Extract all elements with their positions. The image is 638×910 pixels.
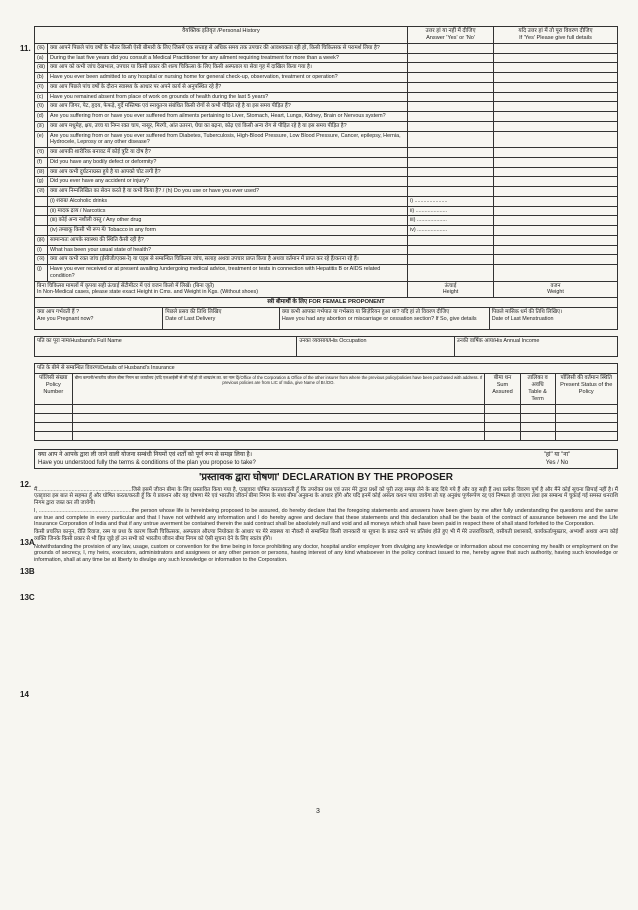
details-cell[interactable] [494, 255, 618, 265]
height-weight-table [34, 281, 618, 299]
answer-cell[interactable] [408, 265, 494, 282]
question-row [35, 265, 618, 282]
last-menstruation-field[interactable] [489, 308, 617, 330]
question-letter: (ग) [35, 82, 48, 92]
details-cell[interactable] [494, 167, 618, 177]
declaration-para-hi: मैं...............................................................जिसे इसमें जीवन बीमा के लिए प्रस्तावित किया गया है, एतद्द्वारा घोषित करता/करती हूँ कि उपरोक्त प्रश्न एवं उत्तर मेरे द्वारा प्रश्नों को पूरी तरह समझ लेने के बाद दिये गये हैं और वह सही हैं तथा प्रत्येक विवरण पूर्ण है और मैंने कोई सूचना छिपाई नहीं है। मैं एतद्द्वारा इस बात से सहमत हूँ और घोषित करता/करती हूँ कि ये प्रकथन और यह घोषणा मेरे एवं भारतीय जीवन बीमा निगम के मध्य बीमा अनुबन्ध के आधार होंगे और यदि इनमें कोई असत्य कथन पाया जायेगा तो यह अनुबंध पूर्णरूपेण रद्द एवं निष्फल हो जाएगा तथा इस सम्बन्ध में चुकाई गई समस्त धनराशि निगम द्वारा जब्त कर ली जायेगी। [34, 486, 618, 507]
answer-cell[interactable] [408, 235, 494, 245]
question-letter: (e) [35, 131, 48, 148]
answer-cell[interactable] [408, 53, 494, 63]
last-delivery-label-en: Date of Last Delivery [165, 316, 216, 323]
substance-label: (i) शराब/ Alcoholic drinks [48, 196, 408, 206]
details-header-hi: यदि उत्तर हां में तो पूरा विवरण दीजिए [518, 28, 593, 34]
question-text: Did you ever have any accident or injury? [48, 177, 408, 187]
insurance-cell[interactable] [72, 414, 485, 423]
question-letter: (झ) [35, 235, 48, 245]
hw-question-hi: बिना चिकित्सा मामलों में कृपया सही ऊंचाई सेंटीमीटर में एवं वजन किलो में लिखें। (बिना जूते) [37, 282, 215, 289]
substance-answer[interactable]: i) ...................... [408, 196, 494, 206]
insurance-cell[interactable] [72, 405, 485, 414]
insurance-col-header [520, 374, 555, 405]
question-letter: (i) [35, 245, 48, 255]
details-cell[interactable] [494, 265, 618, 282]
husband-occupation-field[interactable]: उनका व्यवसाय/His Occupation [297, 337, 454, 357]
question-text: क्या आप कभी रक्त जांच (ईसीजी/एक्स-रे) या एड्स से सम्बन्धित चिकित्सा जांच, सलाह अथवा उपचार प्राप्त किया है अथवा वर्तमान में प्राप्त कर रहे हैं/करना रहे हैं। [48, 255, 408, 265]
insurance-cell[interactable] [520, 423, 555, 432]
question-row [35, 63, 618, 73]
height-label-en: Height [442, 289, 459, 296]
substance-row [35, 226, 618, 236]
details-cell[interactable] [494, 187, 618, 197]
insurance-cell[interactable] [485, 432, 520, 441]
question-row [35, 157, 618, 167]
substance-row [35, 206, 618, 216]
substance-label: (ii) मादक द्रव्य / Narcotics [48, 206, 408, 216]
details-column-header [494, 27, 618, 44]
husband-insurance-table [34, 363, 618, 441]
answer-cell[interactable] [408, 245, 494, 255]
insurance-row [35, 405, 618, 414]
insurance-cell[interactable] [555, 423, 617, 432]
declaration-title: 'प्रस्तावक द्वारा घोषणा' DECLARATION BY THE PROPOSER [198, 472, 454, 484]
question-letter: (b) [35, 73, 48, 83]
insurance-col-header [35, 374, 73, 405]
answer-cell[interactable] [408, 102, 494, 112]
question-row [35, 148, 618, 158]
insurance-col-hi: पॉलिसी की वर्तमान स्थिति [560, 375, 612, 382]
insurance-col-header [555, 374, 617, 405]
question-letter: (छ) [35, 167, 48, 177]
insurance-cell[interactable] [520, 432, 555, 441]
plan-understood-hi: क्या आप ने आपके द्वारा ली जाने वाली योजना सम्बंधी नियमों एवं शर्तों को पूर्ण रूप से समझ लिया है। [38, 452, 253, 459]
substance-label: (iv) तम्बाकू किसी भी रूप में/ Tobacco in any form [48, 226, 408, 236]
substance-spacer [35, 216, 48, 226]
height-weight-question [35, 281, 408, 298]
menstruation-label-en: Date of Last Menstruation [491, 316, 554, 323]
last-delivery-label-hi: पिछले प्रसव की तिथि लिखिए [165, 309, 222, 316]
insurance-col-en: Policy Number [43, 382, 64, 396]
plan-understood-answer[interactable] [497, 450, 617, 468]
question-row [35, 167, 618, 177]
details-cell[interactable] [494, 73, 618, 83]
section-14-number: 14 [20, 690, 29, 699]
substance-details[interactable] [494, 196, 618, 206]
husband-income-field[interactable]: उनकी वार्षिक आय/His Annual Income [454, 337, 617, 357]
substance-spacer [35, 226, 48, 236]
height-label-hi: ऊंचाई [444, 282, 457, 289]
details-cell[interactable] [494, 102, 618, 112]
abortion-label-hi: क्या कभी आपका गर्भपात या गर्भस्राव या सिज़ेरियन हुआ था? यदि हां तो विवरण दीजिए [281, 309, 450, 316]
insurance-col-header [72, 374, 485, 405]
weight-label-en: Weight [547, 289, 564, 296]
question-text: सामान्यतः आपके स्वास्थ्य की स्थिति कैसी रही है? [48, 235, 408, 245]
answer-cell[interactable] [408, 255, 494, 265]
question-row [35, 187, 618, 197]
answer-cell[interactable] [408, 73, 494, 83]
answer-cell[interactable] [408, 112, 494, 122]
details-cell[interactable] [494, 121, 618, 131]
answer-column-header [408, 27, 494, 44]
question-letter: (c) [35, 92, 48, 102]
question-row [35, 177, 618, 187]
husband-name-field[interactable]: पति का पूरा नाम/Husband's Full Name [35, 337, 297, 357]
substance-answer[interactable]: iv) .................... [408, 226, 494, 236]
details-cell[interactable] [494, 245, 618, 255]
section-12-number: 12. [20, 480, 32, 489]
insurance-cell[interactable] [35, 405, 73, 414]
substance-answer[interactable]: ii) ..................... [408, 206, 494, 216]
authority-para-en: Notwithstanding the provision of any law, usage, custom or convention for the time being in force prohibiting any doctor, hospital and/or employer from divulging any knowledge or information about me concerning my health or employment on the grounds of secrecy, I, my heirs, executors, administrators and assignees or any other person or persons, having interest of any kind whatsoever in the policy contract issued to me, hereby agree that such authority, having such knowledge or information, shall at any time be at liberty to divulge any such knowledge or information to the Corporation. [34, 543, 618, 564]
answer-cell[interactable] [408, 167, 494, 177]
question-text: क्या आप मधुमेह, क्षय, उच्च या निम्न रक्त चाप, नासूर, मिरगी, आंत उतरना, घेघा का बढ़ना, कोढ़ एवं किसी अन्य रोग से पीड़ित रहे है या इस समय पीड़ित है? [48, 121, 408, 131]
answer-cell[interactable] [408, 121, 494, 131]
question-text: What has been your usual state of health? [48, 245, 408, 255]
plan-understood-row [34, 449, 618, 469]
yes-no-hi: "हां" या "ना" [543, 452, 571, 459]
question-letter: (ञ) [35, 255, 48, 265]
insurance-cell[interactable] [72, 432, 485, 441]
insurance-row [35, 423, 618, 432]
substance-spacer [35, 196, 48, 206]
personal-history-header [35, 27, 618, 44]
answer-cell[interactable] [408, 82, 494, 92]
question-row [35, 43, 618, 53]
declaration-para-en: I, ..............................................................the person whose life is hereinbeing proposed to be assured, do hereby declare that the foregoing statements and answers have been given by me after fully understanding the questions and the same are true and complete in every particular and that I have not withheld any information and I do hereby agree and declare that these statements and this declaration shall be the basis of the contract of assurance between me and the Life Insurance Corporation of India and that if any untrue averment be contained therein the said contract shall be absolutely null and void and all moneys which shall have been paid in respect there of shall stand forfeited to the Corporation. [34, 507, 618, 528]
question-text: During the last five years did you consult a Medical Practitioner for any ailment requiring treatment for more than a week? [48, 53, 408, 63]
details-cell[interactable] [494, 235, 618, 245]
insurance-col-header [485, 374, 520, 405]
answer-cell[interactable] [408, 187, 494, 197]
husband-insurance-header [35, 374, 618, 405]
insurance-row [35, 414, 618, 423]
female-proponent-table [34, 297, 618, 330]
weight-label-hi: वजन [550, 282, 561, 289]
question-letter: (क) [35, 43, 48, 53]
question-text: Have you ever been admitted to any hospital or nursing home for general check-up, observation, treatment or operation? [48, 73, 408, 83]
question-letter: (d) [35, 112, 48, 122]
menstruation-label-hi: पिछले मासिक धर्म की तिथि लिखिए। [491, 309, 563, 316]
height-field[interactable] [408, 281, 494, 298]
insurance-cell[interactable] [520, 405, 555, 414]
husband-insurance-rows [35, 405, 618, 441]
hw-question-en: In Non-Medical cases, please state exact Height in Cms. and Weight in Kgs. (Without shoes) [37, 289, 259, 296]
substance-details[interactable] [494, 216, 618, 226]
question-text: Are you suffering from or have you ever suffered from Diabetes, Tuberculosis, High-Blood Pressure, Low Blood Pressure, Cancer, epilepsy, Hernia, Hydrocele, Leprosy or any other disease? [48, 131, 408, 148]
question-letter: (ज) [35, 187, 48, 197]
answer-header-en: Answer 'Yes' or 'No' [426, 34, 475, 41]
authority-para-hi: किसी प्रचलित कानून, रीति रिवाज, रस्म या प्रथा के कारण किसी चिकित्सक, अस्पताल और/या नियोक्ता के आधार पर मेरे स्वास्थ्य या नौकरी से सम्बन्धित किसी जानकारी या सूचना के प्रकट करने पर प्रतिबंध होते हुए भी मैं मेरे उत्तराधिकारी, वसीयती प्रशासकों, कार्यकर्ता/मुख्तार, अभ्यर्थी अथवा अन्य कोई व्यक्ति जिनके किसी प्रकार से भी हित जुड़े हों उन सभी को भारतीय जीवन बीमा निगम को ऐसी सूचना देने के लिए स्वतंत्र होंगे। [34, 529, 618, 542]
details-cell[interactable] [494, 43, 618, 53]
substance-row [35, 216, 618, 226]
insurance-row [35, 432, 618, 441]
question-text: Did you have any bodily defect or deformity? [48, 157, 408, 167]
insurance-col-hi: बीमा धन [493, 375, 512, 382]
details-cell[interactable] [494, 63, 618, 73]
husband-table [34, 336, 618, 357]
question-row [35, 112, 618, 122]
section-11-number: 11. [20, 44, 31, 53]
insurance-cell[interactable] [485, 423, 520, 432]
pregnant-field[interactable] [35, 308, 163, 330]
insurance-cell[interactable] [35, 414, 73, 423]
insurance-col-hi: बीमा कम्पनी/भारतीय जीवन बीमा निगम का कार्यालय (यदि एलआईसी से ली गई हो तो शाखा/म.का. का नाम दें)/Office of the Corporation & Office of the other insurer from where the previous policy/policies have been purchased with address. If previous policies are from LIC of India, give Name of Br./DO. [74, 375, 483, 386]
insurance-cell[interactable] [72, 423, 485, 432]
details-cell[interactable] [494, 112, 618, 122]
substance-answer[interactable]: iii) .................... [408, 216, 494, 226]
pregnant-label-hi: क्या आप गर्भवती हैं ? [37, 309, 80, 316]
details-cell[interactable] [494, 157, 618, 167]
question-text: क्या आप निम्नलिखित का सेवन करते है या कभी किया है? / (h) Do you use or have you ever used? [48, 187, 408, 197]
insurance-cell[interactable] [520, 414, 555, 423]
personal-history-table [34, 26, 618, 282]
question-row [35, 92, 618, 102]
details-cell[interactable] [494, 92, 618, 102]
answer-cell[interactable] [408, 157, 494, 167]
insurance-col-hi: पॉलिसी संख्या [39, 375, 68, 382]
question-text: Are you suffering from or have you ever suffered from ailments pertaining to Liver, Stomach, Heart, Lungs, Kidney, Brain or Nervous system? [48, 112, 408, 122]
substance-label: (iii) कोई अन्य नशीली वस्तु / Any other drug [48, 216, 408, 226]
female-proponent-heading: स्त्री बीमार्थी के लिए FOR FEMALE PROPONENT [35, 298, 618, 308]
question-letter: (a) [35, 53, 48, 63]
question-letter: (ख) [35, 63, 48, 73]
question-letter: (f) [35, 157, 48, 167]
substance-details[interactable] [494, 226, 618, 236]
insurance-cell[interactable] [485, 414, 520, 423]
pregnant-label-en: Are you Pregnant now? [37, 316, 94, 323]
plan-understood-question [35, 450, 497, 468]
insurance-col-en: Table & Term [528, 389, 547, 403]
question-row [35, 82, 618, 92]
question-text: क्या आप को कभी जांच देखभाल, उपचार या किसी प्रकार की शल्य चिकित्सा के लिए किसी अस्पताल या सेवा गृह में दाखिल किया गया है। [48, 63, 408, 73]
yes-no-en: Yes / No [545, 459, 569, 466]
question-row [35, 255, 618, 265]
details-header-en: If 'Yes' Please give full details [519, 34, 592, 41]
plan-understood-en: Have you understood fully the terms & conditions of the plan you propose to take? [38, 459, 256, 466]
insurance-col-hi: तालिका व अवधि [527, 375, 548, 389]
question-letter: (घ) [35, 102, 48, 112]
section-13c-number: 13C [20, 593, 35, 602]
question-letter: (ङ) [35, 121, 48, 131]
husband-insurance-title: पति के बीमे से सम्बन्धित विवरण/Details of Husband's Insurance [35, 364, 618, 374]
insurance-cell[interactable] [485, 405, 520, 414]
question-row [35, 131, 618, 148]
answer-cell[interactable] [408, 63, 494, 73]
question-text: Have you ever received or at present availing /undergoing medical advice, treatment or tests in connection with Hepatitis B or AIDS related condition? [48, 265, 408, 282]
question-row [35, 73, 618, 83]
question-row [35, 121, 618, 131]
question-text: क्या आपकी शारीरिक बनावट में कोई त्रुटि या दोष है? [48, 148, 408, 158]
question-text: क्या आप पिछले पांच वर्षों के दौरान स्वास्थ्य के आधार पर अपने कार्य से अनुपस्थित रहे हैं? [48, 82, 408, 92]
insurance-cell[interactable] [555, 414, 617, 423]
answer-cell[interactable] [408, 131, 494, 148]
section-13b-number: 13B [20, 567, 35, 576]
answer-cell[interactable] [408, 177, 494, 187]
question-text: क्या आप जिगर, पेट, हृदय, फेफड़े, गुर्दे मस्तिष्क एवं स्नायुतन्त्र संबंधित किसी रोगों से कभी पीड़ित रहे है या इस समय पीड़ित हैं? [48, 102, 408, 112]
section-13a-number: 13A [20, 538, 35, 547]
details-cell[interactable] [494, 53, 618, 63]
answer-cell[interactable] [408, 92, 494, 102]
insurance-col-en: Sum Assured [492, 382, 513, 396]
question-row [35, 245, 618, 255]
substance-details[interactable] [494, 206, 618, 216]
question-text: क्या आपने पिछले पांच वर्षों के भीतर किसी ऐसी बीमारी के लिए जिसमें एक सप्ताह से अधिक समय तक उपचार की आवश्यकता रही हो, किसी चिकित्सक से परामर्श लिया है? [48, 43, 408, 53]
last-delivery-field[interactable] [163, 308, 280, 330]
details-cell[interactable] [494, 177, 618, 187]
question-row [35, 102, 618, 112]
question-letter: (च) [35, 148, 48, 158]
substance-spacer [35, 206, 48, 216]
details-cell[interactable] [494, 148, 618, 158]
question-row [35, 235, 618, 245]
question-text: क्या आप कभी दुर्घटनाग्रस्त हुये है या आपको चोट लगी है? [48, 167, 408, 177]
insurance-cell[interactable] [35, 423, 73, 432]
abortion-field[interactable] [279, 308, 489, 330]
question-letter: (j) [35, 265, 48, 282]
answer-cell[interactable] [408, 43, 494, 53]
insurance-cell[interactable] [35, 432, 73, 441]
answer-cell[interactable] [408, 148, 494, 158]
page-number: 3 [316, 808, 320, 815]
substance-row [35, 196, 618, 206]
insurance-cell[interactable] [555, 405, 617, 414]
question-text: Have you remained absent from place of work on grounds of health during the last 5 years? [48, 92, 408, 102]
insurance-col-en: Present Status of the Policy [560, 382, 613, 396]
abortion-label-en: Have you had any abortion or miscarriage or cessation section? If So, give details [281, 316, 477, 323]
weight-field[interactable] [494, 281, 618, 298]
details-cell[interactable] [494, 131, 618, 148]
insurance-cell[interactable] [555, 432, 617, 441]
question-letter: (g) [35, 177, 48, 187]
personal-history-title: वैयक्तिक इतिवृत /Personal History [35, 27, 408, 44]
answer-header-hi: उत्तर हां या नहीं में दीजिए [425, 28, 476, 34]
details-cell[interactable] [494, 82, 618, 92]
question-rows [35, 43, 618, 281]
question-row [35, 53, 618, 63]
